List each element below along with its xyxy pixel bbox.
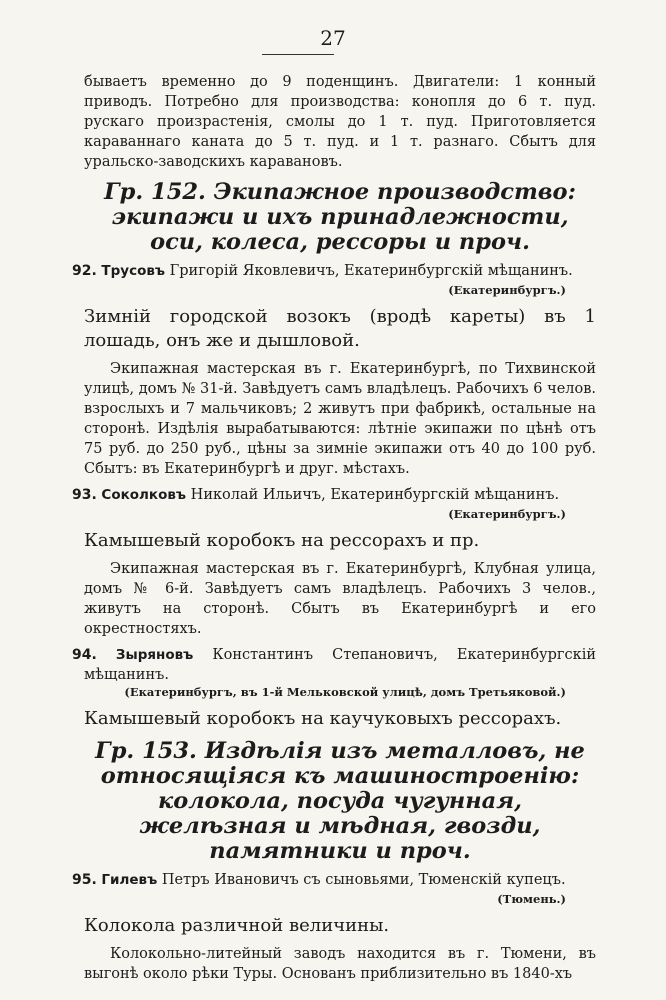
entry-name-rest: Петръ Ивановичъ съ сыновьями, Тюменскій купецъ.: [157, 872, 566, 888]
entry-94: [72, 645, 596, 731]
entry-place: (Екатеринбургъ, въ 1-й Мельковской улицѣ, домъ Третьяковой.): [124, 685, 566, 699]
entry-product: Камышевый коробокъ на каучуковыхъ рессорахъ.: [84, 708, 562, 729]
entry-description: Экипажная мастерская въ г. Екатеринбургѣ, Клубная улица, домъ № 6-й. Завѣдуетъ самъ владѣлецъ. Рабочихъ 3 челов., живутъ на сторонѣ. Сбытъ въ Екатеринбургѣ и его окрестностяхъ.: [84, 561, 596, 637]
entry-surname: Гилевъ: [101, 872, 158, 888]
group-153-heading: Гр. 153. Издѣлія изъ металловъ, не относящіяся къ машиностроенію: колокола, посуда чугунная, желѣзная и мѣдная, гвозди, памятники и проч.: [95, 738, 585, 864]
entry-number: 95.: [72, 872, 97, 888]
entry-place: (Екатеринбургъ.): [448, 507, 566, 521]
entry-95: [72, 870, 596, 984]
entry-surname: Зыряновъ: [115, 647, 194, 663]
page-number-rule: [262, 54, 334, 55]
entry-place: (Екатеринбургъ.): [448, 283, 566, 297]
entry-number: 92.: [72, 263, 97, 279]
entry-description: Колокольно-литейный заводъ находится въ г. Тюмени, въ выгонѣ около рѣки Туры. Основанъ приблизительно въ 1840-хъ: [84, 946, 596, 982]
entry-number: 93.: [72, 487, 97, 503]
entry-product: Колокола различной величины.: [84, 915, 390, 936]
page-content: [72, 72, 596, 984]
entry-header: [72, 645, 596, 685]
entry-description: Экипажная мастерская въ г. Екатеринбургѣ, по Тихвинской улицѣ, домъ № 31-й. Завѣдуетъ самъ владѣлецъ. Рабочихъ 6 челов. взрослыхъ и 7 мальчиковъ; 2 живутъ при фабрикѣ, остальные на сторонѣ. Издѣлія вырабатываются: лѣтніе экипажи по цѣнѣ отъ 75 руб. до 250 руб., цѣны за зимніе экипажи отъ 40 до 100 руб. Сбытъ: въ Екатеринбургѣ и друг. мѣстахъ.: [84, 361, 596, 477]
entry-name-rest: Григорій Яковлевичъ, Екатеринбургскій мѣщанинъ.: [165, 263, 573, 279]
entry-product: Зимній городской возокъ (вродѣ кареты) въ 1 лошадь, онъ же и дышловой.: [84, 306, 596, 351]
entry-93: [72, 485, 596, 639]
entry-surname: Трусовъ: [101, 263, 166, 279]
page-number: 27: [320, 26, 346, 50]
entry-surname: Соколковъ: [101, 487, 187, 503]
entry-product: Камышевый коробокъ на рессорахъ и пр.: [84, 530, 480, 551]
entry-header: [72, 870, 596, 890]
group-152-heading: Гр. 152. Экипажное производство: экипажи и ихъ принадлежности, оси, колеса, рессоры и проч.: [104, 179, 576, 255]
entry-place: (Тюмень.): [497, 892, 566, 906]
entry-number: 94.: [72, 647, 97, 663]
entry-92: [72, 261, 596, 479]
entry-header: [72, 261, 596, 281]
entry-name-rest: Николай Ильичъ, Екатеринбургскій мѣщанинъ.: [186, 487, 560, 503]
entry-header: [72, 485, 596, 505]
intro-paragraph: бываетъ временно до 9 поденщинъ. Двигатели: 1 конный приводъ. Потребно для производства: конопля до 6 т. пуд. рускаго произрастенія, смолы до 1 т. пуд. Приготовляется караваннаго каната до 5 т. пуд. и 1 т. разнаго. Сбытъ для уральско-заводскихъ каравановъ.: [84, 74, 596, 170]
entry-name-rest: Константинъ Степановичъ, Екатеринбургскій мѣщанинъ.: [84, 647, 596, 683]
